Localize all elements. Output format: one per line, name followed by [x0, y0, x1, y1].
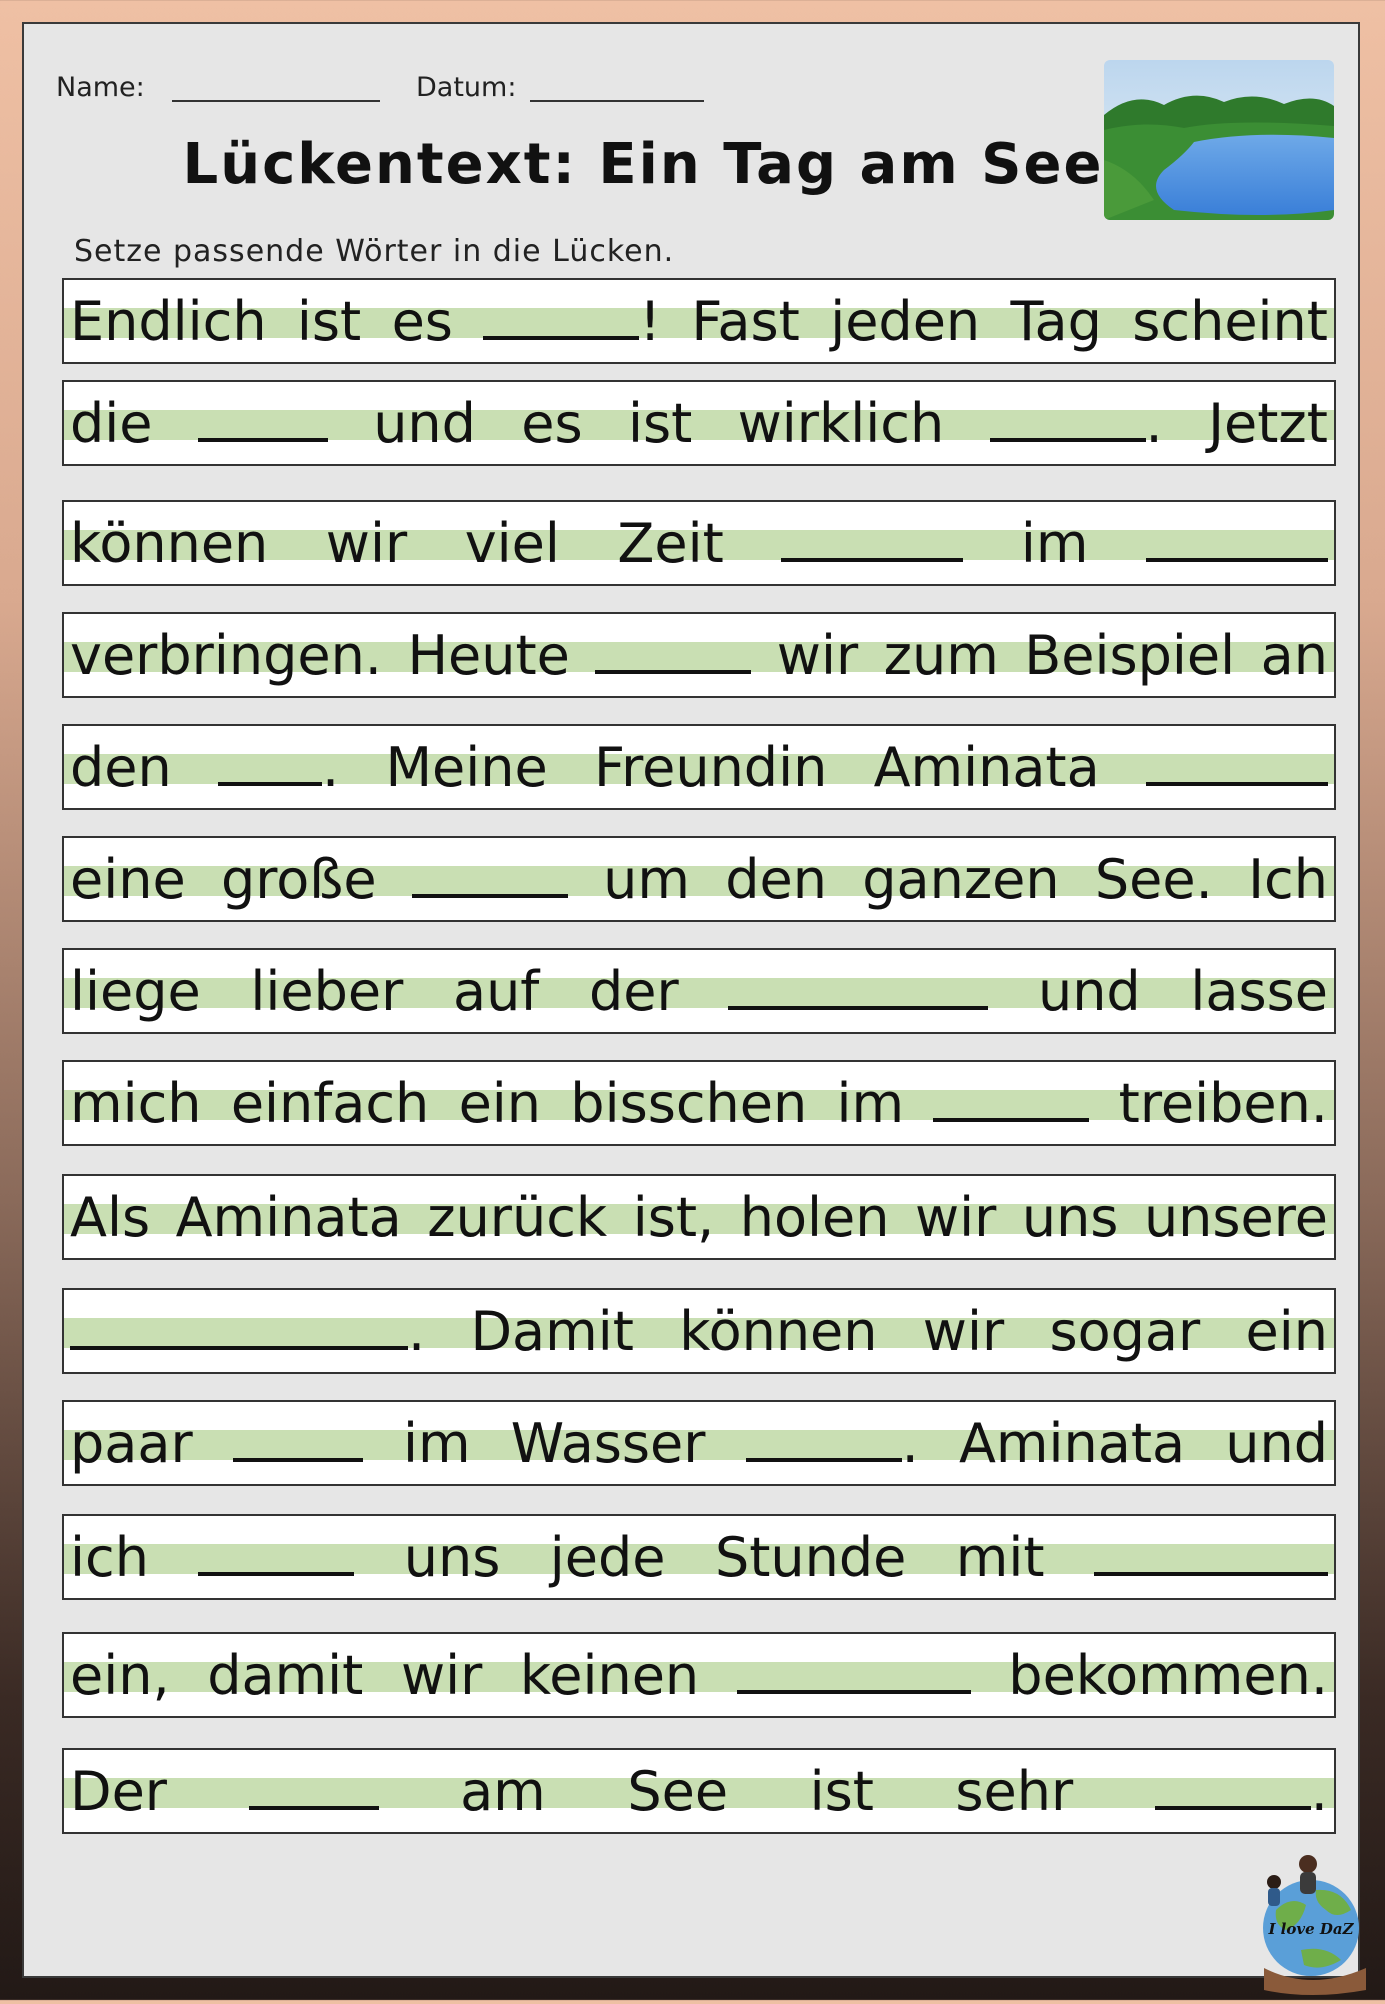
cloze-text — [24, 24, 1358, 1976]
word: uns — [403, 1525, 501, 1589]
word: auf — [452, 959, 540, 1023]
word: Aminata — [175, 1185, 402, 1249]
gap-blank[interactable] — [198, 1526, 354, 1589]
word: bisschen — [570, 1071, 808, 1135]
word: wir — [325, 511, 408, 575]
word: am — [460, 1759, 546, 1823]
logo-text: I love DaZ — [1268, 1920, 1354, 1938]
word: um — [603, 847, 690, 911]
word: Ich — [1248, 847, 1328, 911]
word: ist — [296, 289, 362, 353]
word: Heute — [407, 623, 570, 687]
word: sehr — [955, 1759, 1074, 1823]
text-row — [62, 1174, 1336, 1260]
word: ein — [1245, 1299, 1328, 1363]
gap-blank[interactable] — [728, 960, 988, 1023]
gap-blank[interactable] — [198, 392, 328, 455]
word: Beispiel — [1024, 623, 1236, 687]
word: treiben. — [1118, 1071, 1328, 1135]
word: Der — [70, 1759, 168, 1823]
word: Stunde — [714, 1525, 907, 1589]
word: zurück — [427, 1185, 608, 1249]
word: Freundin — [593, 735, 828, 799]
word: mich — [70, 1071, 202, 1135]
word: den — [70, 735, 172, 799]
gap-blank[interactable] — [781, 512, 963, 575]
word: Aminata — [958, 1411, 1186, 1475]
word: ist — [627, 391, 693, 455]
word: Fast — [691, 289, 800, 353]
word: den — [725, 847, 827, 911]
word: im — [836, 1071, 905, 1135]
word: zum — [883, 623, 999, 687]
gap-blank[interactable]: . — [218, 736, 339, 799]
word: ein, — [70, 1643, 170, 1707]
gap-blank[interactable]: . — [1155, 1760, 1328, 1823]
word: paar — [70, 1411, 193, 1475]
word: im — [1020, 511, 1089, 575]
word: unsere — [1143, 1185, 1328, 1249]
word: ich — [70, 1525, 149, 1589]
gap-blank[interactable] — [412, 848, 568, 911]
word: ist — [809, 1759, 874, 1823]
word: und — [1225, 1411, 1328, 1475]
text-row — [62, 1514, 1336, 1600]
gap-blank[interactable] — [1146, 512, 1328, 575]
text-row — [62, 1400, 1336, 1486]
gap-blank[interactable] — [1146, 736, 1328, 799]
gap-blank[interactable]: ! — [483, 290, 661, 353]
text-row — [62, 380, 1336, 466]
word: der — [588, 959, 679, 1023]
word: scheint — [1132, 289, 1328, 353]
text-row — [62, 612, 1336, 698]
i-love-daz-logo — [1256, 1850, 1376, 2000]
word: lieber — [250, 959, 404, 1023]
word: uns — [1021, 1185, 1119, 1249]
gap-blank[interactable]: . — [70, 1300, 425, 1363]
gap-blank[interactable] — [595, 624, 751, 687]
word: es — [391, 289, 453, 353]
word: Tag — [1010, 289, 1102, 353]
word: an — [1260, 623, 1328, 687]
gap-blank[interactable] — [737, 1644, 971, 1707]
word: einfach — [230, 1071, 430, 1135]
word: jede — [549, 1525, 666, 1589]
word: holen — [739, 1185, 890, 1249]
word: keinen — [519, 1643, 700, 1707]
word: See — [627, 1759, 729, 1823]
word: bekommen. — [1008, 1643, 1328, 1707]
word: wir — [776, 623, 859, 687]
gap-blank[interactable] — [1094, 1526, 1328, 1589]
text-row — [62, 948, 1336, 1034]
word: verbringen. — [70, 623, 382, 687]
word: Endlich — [70, 289, 267, 353]
word: ein — [458, 1071, 542, 1135]
word: Meine — [385, 735, 548, 799]
word: es — [521, 391, 583, 455]
gap-blank[interactable] — [233, 1412, 363, 1475]
name-label: Name: — [56, 72, 145, 103]
word: Als — [70, 1185, 151, 1249]
word: Damit — [470, 1299, 634, 1363]
page-title: Lückentext: Ein Tag am See — [182, 132, 1104, 197]
word: ganzen — [862, 847, 1060, 911]
word: Wasser — [510, 1411, 706, 1475]
word: und — [373, 391, 476, 455]
word: mit — [955, 1525, 1045, 1589]
word: sogar — [1049, 1299, 1201, 1363]
word: Zeit — [617, 511, 724, 575]
word: jeden — [830, 289, 981, 353]
text-row — [62, 1288, 1336, 1374]
text-row — [62, 1632, 1336, 1718]
text-row — [62, 500, 1336, 586]
word: liege — [70, 959, 201, 1023]
word: wir — [922, 1299, 1005, 1363]
gap-blank[interactable] — [249, 1760, 379, 1823]
word: im — [402, 1411, 471, 1475]
gap-blank[interactable] — [933, 1072, 1089, 1135]
text-row — [62, 1060, 1336, 1146]
instruction-text: Setze passende Wörter in die Lücken. — [74, 234, 675, 269]
worksheet — [22, 22, 1360, 1978]
word: können — [679, 1299, 878, 1363]
word: Aminata — [873, 735, 1100, 799]
word: ist, — [632, 1185, 715, 1249]
word: Jetzt — [1208, 391, 1328, 455]
word: große — [220, 847, 377, 911]
word: wir — [400, 1643, 483, 1707]
date-label: Datum: — [416, 72, 517, 103]
word: viel — [464, 511, 560, 575]
word: können — [70, 511, 269, 575]
text-row — [62, 278, 1336, 364]
word: damit — [207, 1643, 364, 1707]
word: wir — [914, 1185, 997, 1249]
text-row — [62, 1748, 1336, 1834]
word: die — [70, 391, 153, 455]
gap-blank[interactable]: . — [990, 392, 1163, 455]
gap-blank[interactable]: . — [746, 1412, 919, 1475]
text-row — [62, 724, 1336, 810]
word: See. — [1094, 847, 1213, 911]
word: lasse — [1190, 959, 1328, 1023]
text-row — [62, 836, 1336, 922]
word: und — [1037, 959, 1141, 1023]
word: eine — [70, 847, 186, 911]
word: wirklich — [737, 391, 945, 455]
